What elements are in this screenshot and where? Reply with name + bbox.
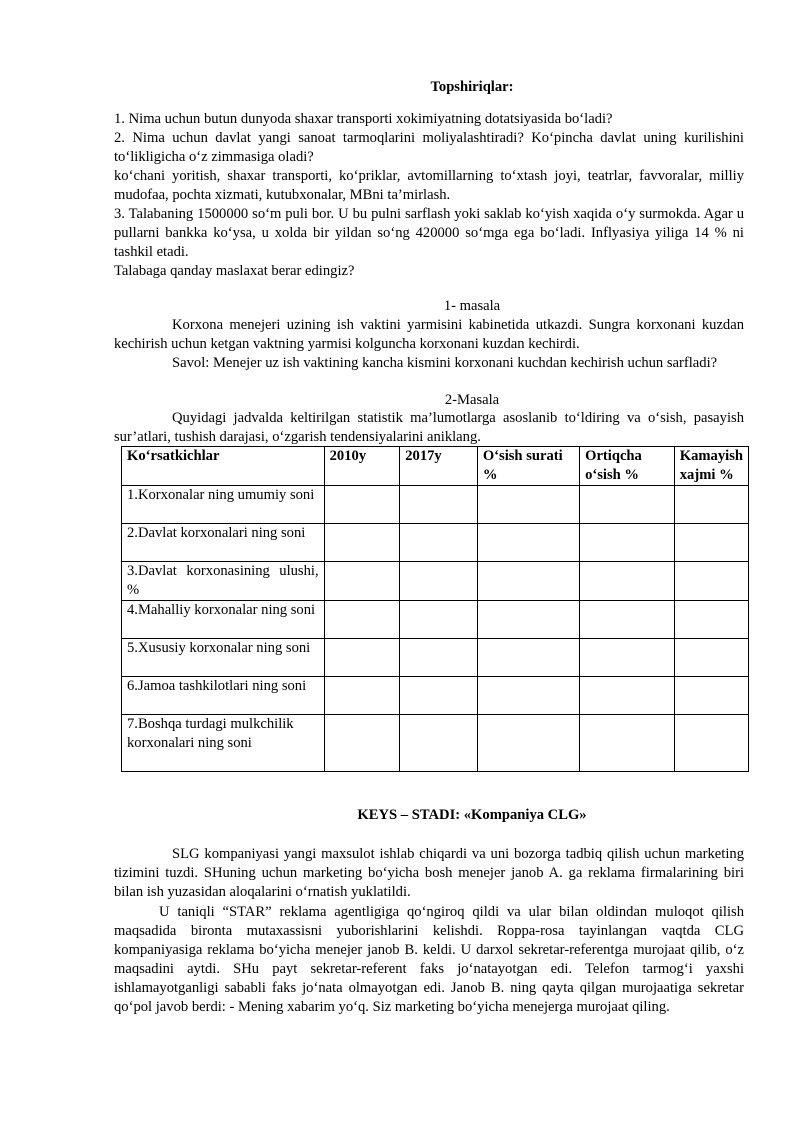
question-2-list: ko‘chani yoritish, shaxar transporti, ko‘priklar, avtomillarning to‘xtash joyi, teatrlar, favvoralar, milliy mudofaa, pochta xizmati, kutubxonalar, MBni ta’mirlash. [114, 168, 744, 203]
table-cell [674, 715, 748, 772]
masala-1-text: Korxona menejeri uzining ish vaktini yarmisini kabinetida utkazdi. Sungra korxonani kuzdan kechirish uchun ketgan vaktning yarmisi kolguncha korxonani kuzdan kechirdi. [114, 317, 744, 352]
table-cell [580, 677, 675, 715]
header-growth-rate: O‘sish surati % [477, 447, 579, 486]
row-label [122, 562, 325, 601]
header-excess-growth: Ortiqcha o‘sish % [580, 447, 675, 486]
table-cell [400, 715, 478, 772]
page-heading: Topshiriqlar: [430, 79, 514, 95]
question-3-ask: Talabaga qanday maslaxat berar edingiz? [114, 263, 355, 279]
table-cell [400, 562, 478, 601]
table-header-row [122, 447, 749, 486]
table-row [122, 486, 749, 524]
table-cell [674, 601, 748, 639]
table-row [122, 677, 749, 715]
question-1: 1. Nima uchun butun dunyoda shaxar transporti xokimiyatning dotatsiyasida bo‘ladi? [114, 111, 613, 127]
row-label: 7.Boshqa turdagi mulkchilik korxonalari ning soni [122, 715, 325, 772]
header-2010: 2010y [324, 447, 400, 486]
case-title: KEYS – STADI: «Kompaniya CLG» [357, 807, 587, 823]
row-label: 1.Korxonalar ning umumiy soni [122, 486, 325, 524]
row-label-text: 3.Davlat korxonasining ulushi, % [127, 563, 319, 598]
masala-1-title: 1- masala [443, 298, 501, 314]
table-cell [674, 639, 748, 677]
case-paragraph-2: U taniqli “STAR” reklama agentligiga qo‘ngiroq qildi va ular bilan oldindan muloqot qilish maqsadida bironta mutaxassisni yuborishlarini kelishdi. Roppa-rosa tayinlangan vaqtda CLG kompaniyasiga reklama bo‘yicha menejer janob B. keldi. U darxol sekretar-referentga murojaat qilib, o‘z maqsadini aytdi. SHu payt sekretar-referent faks jo‘natayotgan edi. Telefon tarmog‘i yaxshi ishlamayotganligi sababli faks jo‘nata olmayotgan edi. Janob B. ning qayta qilgan murojaatiga sekretar qo‘pol javob berdi: - Mening xabarim yo‘q. Siz marketing bo‘yicha menejerga murojaat qiling. [114, 904, 744, 1015]
header-decrease-volume: Kamayish xajmi % [674, 447, 748, 486]
case-paragraph-1: SLG kompaniyasi yangi maxsulot ishlab chiqardi va uni bozorga tadbiq qilish uchun marketing tizimini tuzdi. SHuning uchun marketing bo‘yicha bosh menejer janob A. ga reklama firmalarining biri bilan ish yuzasidan aloqalarini o‘rnatish yuklatildi. [114, 846, 744, 900]
table-cell [580, 715, 675, 772]
table-cell [400, 677, 478, 715]
row-label: 2.Davlat korxonalari ning soni [122, 524, 325, 562]
table-cell [324, 562, 400, 601]
table-cell [477, 601, 579, 639]
masala-2-text: Quyidagi jadvalda keltirilgan statistik ma’lumotlarga asoslanib to‘ldiring va o‘sish, pasayish sur’atlari, tushish darajasi, o‘zgarish tendensiyalarini aniklang. [114, 410, 744, 445]
table-cell [400, 639, 478, 677]
table-cell [400, 486, 478, 524]
header-indicators: Ko‘rsatkichlar [122, 447, 325, 486]
table-cell [324, 601, 400, 639]
statistics-table [121, 446, 749, 772]
table-cell [324, 677, 400, 715]
table-cell [324, 486, 400, 524]
table-row [122, 639, 749, 677]
table-row [122, 524, 749, 562]
table-row [122, 715, 749, 772]
question-2: 2. Nima uchun davlat yangi sanoat tarmoqlarini moliyalashtiradi? Ko‘pincha davlat uning kurilishini to‘likligicha o‘z zimmasiga oladi? [114, 130, 744, 165]
table-cell [580, 562, 675, 601]
table-cell [580, 524, 675, 562]
table-cell [477, 715, 579, 772]
table-row [122, 601, 749, 639]
header-2017: 2017y [400, 447, 478, 486]
table-cell [674, 677, 748, 715]
table-cell [400, 524, 478, 562]
table-cell [477, 677, 579, 715]
table-cell [674, 562, 748, 601]
row-label: 4.Mahalliy korxonalar ning soni [122, 601, 325, 639]
row-label: 5.Xususiy korxonalar ning soni [122, 639, 325, 677]
table-cell [477, 562, 579, 601]
table-cell [674, 524, 748, 562]
question-3: 3. Talabaning 1500000 so‘m puli bor. U bu pulni sarflash yoki saklab ko‘yish xaqida o‘y surmokda. Agar u pullarni bankka ko‘ysa, u xolda bir yildan so‘ng 420000 so‘mga ega bo‘ladi. Inflyasiya yiliga 14 % ni tashkil etadi. [114, 206, 744, 260]
table-cell [580, 486, 675, 524]
table-cell [400, 601, 478, 639]
table-row [122, 562, 749, 601]
table-cell [477, 524, 579, 562]
table-cell [674, 486, 748, 524]
masala-1-question: Savol: Menejer uz ish vaktining kancha kismini korxonani kuchdan kechirish uchun sarfladi? [172, 355, 718, 371]
masala-2-title: 2-Masala [444, 392, 500, 408]
row-label: 6.Jamoa tashkilotlari ning soni [122, 677, 325, 715]
table-cell [324, 715, 400, 772]
table-cell [324, 639, 400, 677]
table-cell [580, 601, 675, 639]
table-cell [324, 524, 400, 562]
table-cell [580, 639, 675, 677]
table-cell [477, 639, 579, 677]
table-cell [477, 486, 579, 524]
